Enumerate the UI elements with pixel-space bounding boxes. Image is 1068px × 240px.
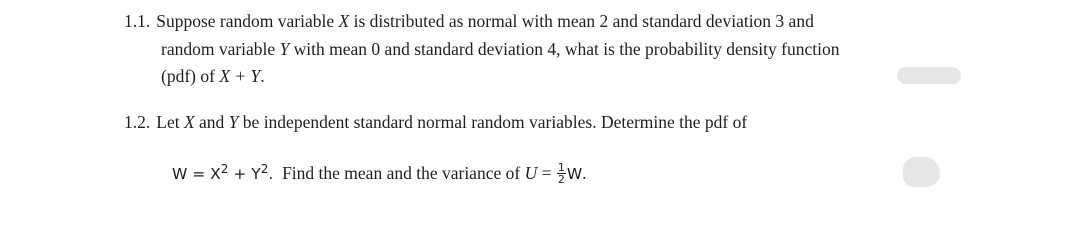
variable-x: X bbox=[183, 112, 195, 132]
variable-y: Y bbox=[228, 112, 239, 132]
w-expr-part: W = X bbox=[172, 165, 221, 183]
period: . bbox=[268, 165, 274, 183]
variable-x: X bbox=[338, 11, 350, 31]
problem-text: Find the mean and the variance of bbox=[273, 163, 525, 183]
redaction-mark bbox=[897, 67, 961, 84]
variable-u: U bbox=[524, 163, 538, 183]
fraction-one-half bbox=[557, 162, 566, 185]
exponent: 2 bbox=[260, 162, 269, 176]
problem-text: with mean 0 and standard deviation 4, what is the probability density function bbox=[289, 39, 840, 59]
problem-1-2-line-1 bbox=[124, 112, 747, 132]
problem-text: random variable bbox=[161, 39, 280, 59]
variable-w: W bbox=[566, 165, 583, 183]
problem-text: Suppose random variable bbox=[156, 11, 339, 31]
exponent: 2 bbox=[220, 162, 229, 176]
problem-text: be independent standard normal random variables. Determine the pdf of bbox=[238, 112, 748, 132]
fraction-numerator: 1 bbox=[557, 161, 565, 175]
redaction-mark bbox=[903, 157, 940, 187]
fraction-denominator: 2 bbox=[557, 173, 565, 187]
problem-text: (pdf) of bbox=[161, 66, 220, 86]
problem-1-1-line-1 bbox=[124, 11, 814, 31]
problem-number: 1.2. bbox=[124, 112, 151, 132]
w-expression bbox=[172, 162, 274, 183]
sum-expression: X + Y bbox=[219, 66, 261, 86]
problem-1-1-line-3 bbox=[161, 66, 265, 86]
period: . bbox=[582, 163, 587, 183]
problem-number: 1.1. bbox=[124, 11, 151, 31]
problem-1-2-line-2 bbox=[172, 159, 587, 186]
problem-text: Let bbox=[156, 112, 184, 132]
variable-y: Y bbox=[279, 39, 290, 59]
w-expr-part: + Y bbox=[228, 165, 261, 183]
problem-text: and bbox=[194, 112, 229, 132]
problem-1-1-line-2 bbox=[161, 39, 839, 59]
period: . bbox=[260, 66, 265, 86]
problem-text: is distributed as normal with mean 2 and standard deviation 3 and bbox=[349, 11, 814, 31]
equals-sign: = bbox=[537, 163, 556, 183]
